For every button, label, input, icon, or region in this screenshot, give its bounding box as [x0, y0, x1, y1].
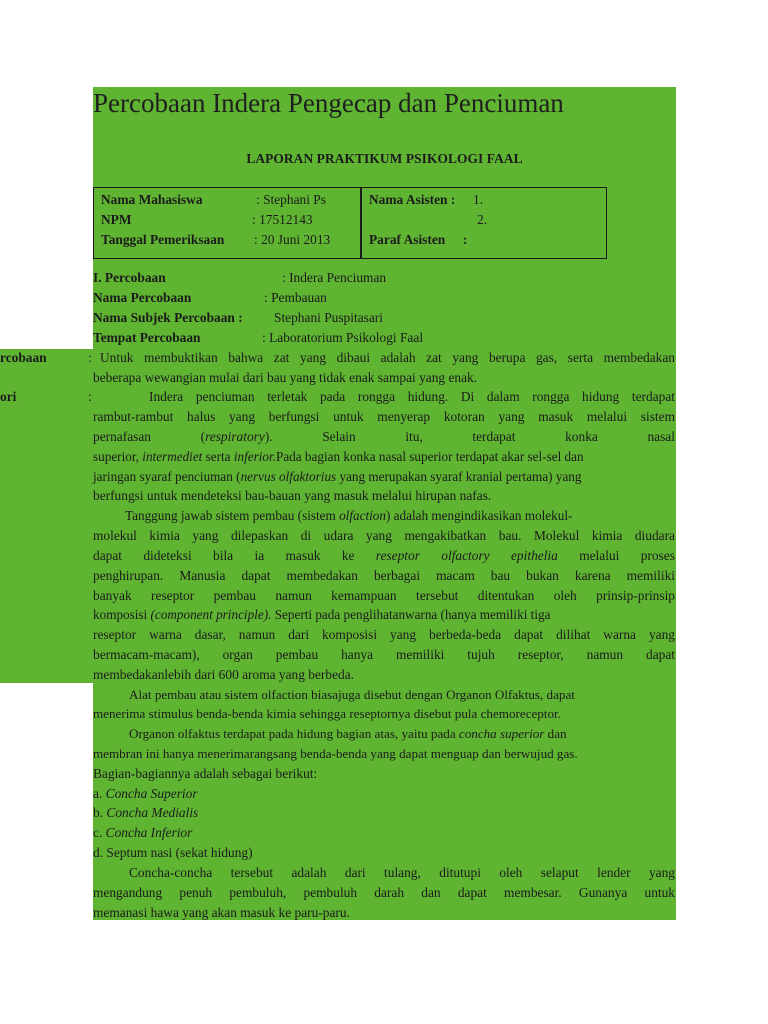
word: Selain	[322, 429, 356, 444]
word: olfactory	[441, 548, 490, 563]
word: bila	[213, 548, 234, 563]
body-line: bermacam-macam), organ pembau hanya memiliki tujuh reseptor, namun dapat	[93, 647, 675, 662]
list-item: a. Concha Superior	[93, 786, 198, 801]
body-line: penghirupan. Manusia dapat membedakan berbagai macam bau bukan karena memiliki	[93, 568, 675, 583]
experiment-name-label: Nama Percobaan	[93, 290, 192, 305]
body-line: molekul kimia yang dilepaskan di udara yang mengakibatkan bau. Molekul kimia diudara	[93, 528, 675, 543]
purpose-colon: :	[88, 350, 92, 365]
body-line	[93, 429, 675, 445]
body-line: rambut-rambut halus yang berfungsi untuk menyerap kotoran yang masuk melalui sistem	[93, 409, 675, 424]
body-line: superior, intermediet serta inferior.Pada bagian konka nasal superior terdapat akar sel-sel dan	[93, 449, 584, 464]
theory-colon: :	[88, 389, 92, 404]
experiment-value: : Indera Penciuman	[282, 270, 387, 285]
experiment-name-value: : Pembauan	[264, 290, 327, 305]
assistant-1-value: 1.	[473, 192, 484, 207]
list-item: d. Septum nasi (sekat hidung)	[93, 845, 253, 860]
document-title: Percobaan Indera Pengecap dan Penciuman	[93, 88, 564, 118]
body-line: mengandung penuh pembuluh, pembuluh darah dan dapat membesar. Gunanya untuk	[93, 885, 675, 900]
exam-date-value: : 20 Juni 2013	[254, 232, 331, 247]
body-line: membran ini hanya menerimarangsang benda-benda yang dapat menguap dan berwujud gas.	[93, 746, 578, 761]
body-line: membedakanlebih dari 600 aroma yang berbeda.	[93, 667, 355, 682]
word: ia	[254, 548, 265, 563]
assistant-name-label: Nama Asisten :	[369, 192, 456, 207]
word: masuk	[285, 548, 321, 563]
body-line: Tanggung jawab sistem pembau (sistem olfaction) adalah mengindikasikan molekul-	[125, 508, 573, 523]
word: proses	[640, 548, 675, 563]
npm-value: : 17512143	[252, 212, 313, 227]
list-item: c. Concha Inferior	[93, 825, 193, 840]
npm-label: NPM	[101, 212, 132, 227]
body-line: Bagian-bagiannya adalah sebagai berikut:	[93, 766, 318, 781]
location-value: : Laboratorium Psikologi Faal	[262, 330, 424, 345]
purpose-label: rcobaan	[0, 350, 47, 365]
word: itu,	[405, 429, 423, 444]
word: ke	[341, 548, 355, 563]
word: dideteksi	[143, 548, 192, 563]
body-line	[93, 548, 675, 564]
student-name-label: Nama Mahasiswa	[101, 192, 203, 207]
body-line: menerima stimulus benda-benda kimia sehingga reseptornya disebut pula chemoreceptor.	[93, 706, 561, 721]
body-line: Untuk membuktikan bahwa zat yang dibaui adalah zat yang berupa gas, serta membedakan	[100, 350, 675, 365]
body-line: berfungsi untuk mendeteksi bau-bauan yang masuk melalui hirupan nafas.	[93, 488, 492, 503]
body-line: banyak reseptor pembau namun kemampuan tersebut ditentukan oleh prinsip-prinsip	[93, 588, 675, 603]
theory-label: ori	[0, 389, 17, 404]
report-subtitle: LAPORAN PRAKTIKUM PSIKOLOGI FAAL	[246, 151, 523, 166]
word: pernafasan	[93, 429, 151, 444]
subject-name-value: Stephani Puspitasari	[274, 310, 383, 325]
student-name-value: : Stephani Ps	[256, 192, 326, 207]
experiment-label: I. Percobaan	[93, 270, 166, 285]
body-line: memanasi hawa yang akan masuk ke paru-paru.	[93, 905, 350, 920]
body-line: jaringan syaraf penciuman (nervus olfaktorius yang merupakan syaraf kranial pertama) yang	[93, 469, 582, 484]
body-line: beberapa wewangian mulai dari bau yang tidak enak sampai yang enak.	[93, 370, 478, 385]
assistant-2-value: 2.	[477, 212, 488, 227]
assistant-signature-colon: :	[463, 232, 468, 247]
word: terdapat	[472, 429, 516, 444]
location-label: Tempat Percobaan	[93, 330, 201, 345]
word: nasal	[647, 429, 675, 444]
assistant-signature-label: Paraf Asisten	[369, 232, 446, 247]
body-line: Indera penciuman terletak pada rongga hidung. Di dalam rongga hidung terdapat	[149, 389, 675, 404]
subject-name-label: Nama Subjek Percobaan :	[93, 310, 243, 325]
word: melalui	[579, 548, 620, 563]
word: (respiratory).	[200, 429, 273, 444]
word: dapat	[93, 548, 122, 563]
body-line: Organon olfaktus terdapat pada hidung bagian atas, yaitu pada concha superior dan	[129, 726, 567, 741]
body-line: Concha-concha tersebut adalah dari tulang, ditutupi oleh selaput lender yang	[129, 865, 675, 880]
exam-date-label: Tanggal Pemeriksaan	[101, 232, 225, 247]
body-line: Alat pembau atau sistem olfaction biasajuga disebut dengan Organon Olfaktus, dapat	[129, 687, 575, 702]
word: konka	[565, 429, 598, 444]
word: reseptor	[375, 548, 420, 563]
list-item: b. Concha Medialis	[93, 805, 199, 820]
body-line: komposisi (component principle). Seperti pada penglihatanwarna (hanya memiliki tiga	[93, 607, 551, 622]
body-line: reseptor warna dasar, namun dari komposisi yang berbeda-beda dapat dilihat warna yang	[93, 627, 675, 642]
word: epithelia	[510, 548, 558, 563]
